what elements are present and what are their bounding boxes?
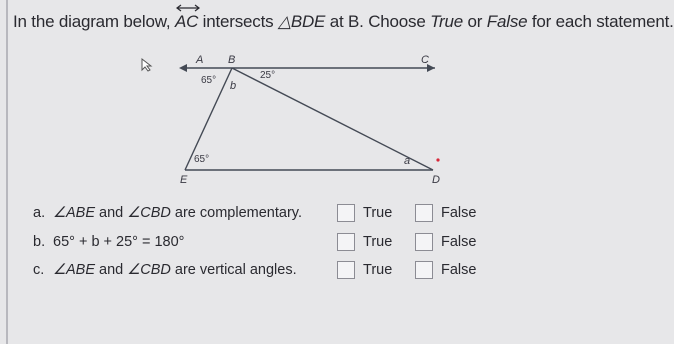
statement-a	[33, 205, 302, 221]
true-checkbox[interactable]	[337, 261, 355, 279]
true-checkbox[interactable]	[337, 233, 355, 251]
angle-name: ∠ABE	[53, 205, 96, 221]
true-label: True	[363, 234, 393, 250]
statement-a-true-option[interactable]	[337, 204, 392, 222]
angle-name: ∠CBD	[127, 262, 171, 278]
statement-c	[33, 262, 297, 278]
label-b: B	[228, 54, 236, 66]
false-checkbox[interactable]	[415, 233, 433, 251]
false-label: False	[441, 234, 477, 250]
true-checkbox[interactable]	[337, 204, 355, 222]
angle-e-label: 65°	[194, 154, 210, 165]
label-c: C	[421, 54, 429, 66]
false-checkbox[interactable]	[415, 204, 433, 222]
label-d: D	[432, 174, 440, 186]
true-label: True	[363, 205, 393, 221]
statement-c-true-option[interactable]	[337, 261, 392, 279]
line-ac-label: AC	[174, 12, 199, 31]
angle-abe-label: 65°	[201, 75, 217, 86]
statement-letter: b.	[33, 234, 46, 250]
left-arrowhead	[179, 64, 187, 72]
mouse-pointer-icon	[141, 58, 153, 72]
true-word: True	[430, 12, 464, 31]
statement-text: and	[95, 205, 128, 221]
question-tail: at B. Choose	[325, 12, 431, 31]
angle-cbd-label: 25°	[260, 70, 276, 81]
statement-b-true-option[interactable]	[337, 233, 392, 251]
statement-c-false-option[interactable]	[415, 261, 476, 279]
angle-name: ∠ABE	[53, 262, 96, 278]
question-lead: In the diagram below,	[13, 12, 175, 31]
false-checkbox[interactable]	[415, 261, 433, 279]
statement-text: and	[95, 262, 128, 278]
false-label: False	[441, 205, 477, 221]
true-label: True	[363, 262, 393, 278]
statement-text: are complementary.	[170, 205, 302, 221]
false-word: False	[486, 12, 528, 31]
statement-text: are vertical angles.	[170, 262, 297, 278]
statement-text: 65° + b + 25° = 180°	[53, 234, 185, 250]
point-d-dot	[436, 158, 439, 161]
statement-b-false-option[interactable]	[415, 233, 476, 251]
angle-b-label: b	[230, 80, 237, 92]
label-a: A	[196, 54, 204, 66]
question-end: for each statement.	[527, 12, 674, 31]
question-or: or	[463, 12, 487, 31]
triangle-name: △BDE	[277, 12, 326, 31]
angle-name: ∠CBD	[127, 205, 171, 221]
segment-bd	[232, 68, 433, 170]
false-label: False	[441, 262, 477, 278]
question-mid: intersects	[198, 12, 278, 31]
statement-letter: c.	[33, 262, 45, 278]
statement-a-false-option[interactable]	[415, 204, 476, 222]
label-e: E	[180, 174, 188, 186]
statement-b	[33, 234, 184, 250]
angle-d-label: a	[404, 155, 411, 167]
statement-letter: a.	[33, 205, 46, 221]
